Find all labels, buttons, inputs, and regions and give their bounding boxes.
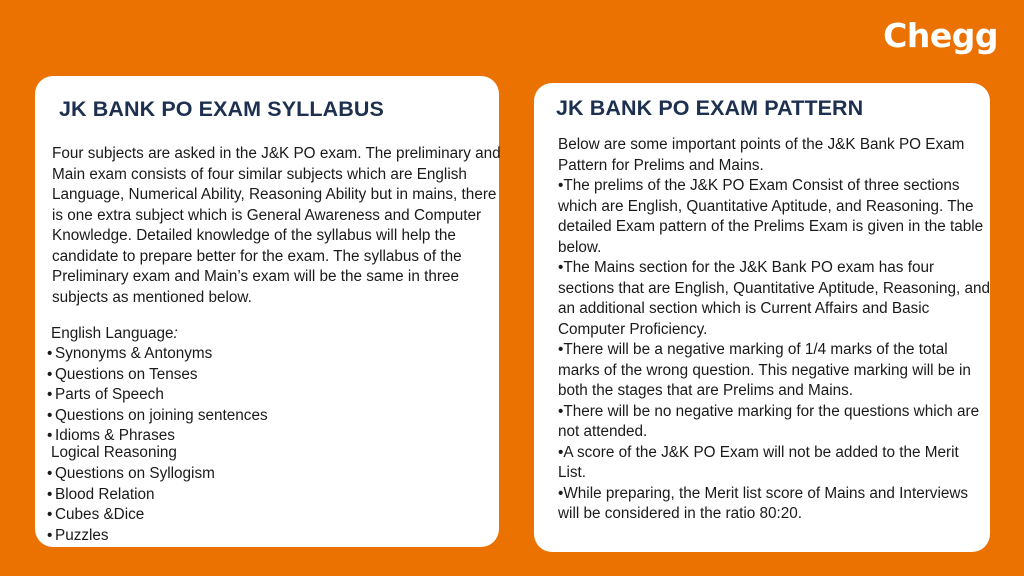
bullet-dot-icon: • [558,341,564,358]
bullet-dot-icon: • [47,427,53,444]
bullet-dot-icon: • [47,506,53,523]
syllabus-title: JK BANK PO EXAM SYLLABUS [59,97,384,121]
logical-topics-list [47,464,215,546]
english-topics-list [47,344,268,447]
bullet-dot-icon: • [47,465,53,482]
pattern-point [558,443,990,484]
list-item [47,406,268,427]
pattern-point [558,484,990,525]
chegg-logo: Chegg [883,16,998,55]
list-item-text: Idioms & Phrases [55,427,175,444]
list-item-text: Questions on Tenses [55,365,198,383]
pattern-point [558,402,990,443]
bullet-dot-icon: • [47,406,53,424]
list-item-text: Blood Relation [55,485,155,503]
bullet-dot-icon: • [558,484,564,502]
bullet-dot-icon: • [47,345,53,362]
pattern-intro: Below are some important points of the J&K Bank PO Exam Pattern for Prelims and Mains. [558,136,965,174]
list-item-text: Synonyms & Antonyms [55,345,213,362]
list-item [47,365,268,386]
syllabus-intro: Four subjects are asked in the J&K PO exam. The preliminary and Main exam consists of four similar subjects which are English Language, Numerical Ability, Reasoning Ability but in mains, there is one extra subject which is General Awareness and Computer Knowledge. Detailed knowledge of the syllabus will help the candidate to prepare better for the exam. The syllabus of the Preliminary exam and Main’s exam will be the same in three subjects as mentioned below. [52,145,501,306]
list-item-text: Questions on joining sentences [55,406,268,424]
pattern-point-text: There will be no negative marking for the questions which are not attended. [558,402,980,440]
list-item-text: Questions on Syllogism [55,465,215,482]
list-item-text: Cubes &Dice [55,506,145,523]
list-item [47,344,268,365]
pattern-title: JK BANK PO EXAM PATTERN [556,96,864,120]
logical-reasoning-label: Logical Reasoning [51,444,177,461]
pattern-card [534,83,990,552]
pattern-point [558,176,990,258]
list-item [47,464,215,485]
bullet-dot-icon: • [558,443,564,461]
bullet-dot-icon: • [558,259,564,276]
list-item [47,526,215,547]
pattern-point-text: The Mains section for the J&K Bank PO exam has four sections that are English, Quantitative Aptitude, Reasoning, and an additional section which is Current Affairs and Basic Computer Proficiency. [558,259,990,338]
bullet-dot-icon: • [47,526,53,544]
bullet-dot-icon: • [558,177,564,194]
bullet-dot-icon: • [558,402,564,420]
list-item-text: Puzzles [55,526,109,544]
pattern-point [558,258,990,340]
list-item [47,385,268,406]
pattern-point-text: The prelims of the J&K PO Exam Consist of three sections which are English, Quantitative Aptitude, and Reasoning. The detailed Exam pattern of the Prelims Exam is given in the table below. [558,177,984,256]
list-item-text: Parts of Speech [55,386,164,403]
pattern-point-text: While preparing, the Merit list score of Mains and Interviews will be considered in the ratio 80:20. [558,484,969,522]
english-language-label-text: English Language [51,325,174,342]
english-language-label-suffix: : [173,325,178,342]
pattern-point-text: A score of the J&K PO Exam will not be added to the Merit List. [558,443,959,481]
pattern-point-text: There will be a negative marking of 1/4 marks of the total marks of the wrong question. This negative marking will be in both the stages that are Prelims and Mains. [558,341,971,399]
list-item [47,505,215,526]
bullet-dot-icon: • [47,365,53,383]
english-language-label [51,324,178,345]
bullet-dot-icon: • [47,386,53,403]
pattern-point [558,340,990,402]
pattern-body [558,135,990,525]
bullet-dot-icon: • [47,485,53,503]
syllabus-card [35,76,499,547]
list-item [47,485,215,506]
